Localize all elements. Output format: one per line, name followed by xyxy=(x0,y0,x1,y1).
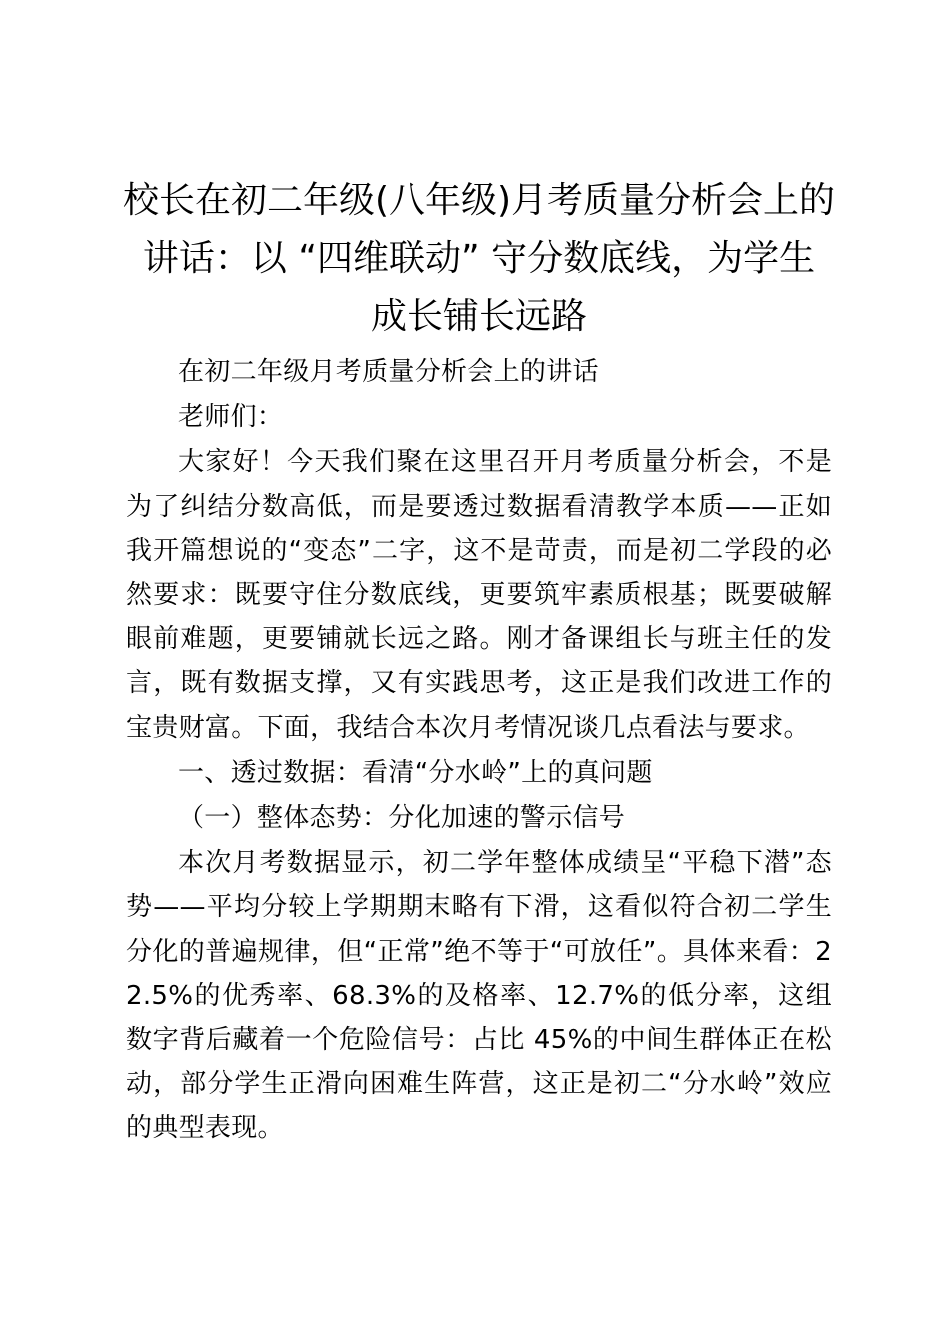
document-title xyxy=(120,172,838,346)
title-line-1: 校长在初二年级(八年级)月考质量分析会上的 xyxy=(122,180,836,221)
intro-paragraph: 大家好！今天我们聚在这里召开月考质量分析会，不是为了纠结分数高低，而是要透过数据看清教学本质——正如我开篇想说的“变态”二字，这不是苛责，而是初二学段的必然要求：既要守住分数底线，更要筑牢素质根基；既要破解眼前难题，更要铺就长远之路。刚才备课组长与班主任的发言，既有数据支撑，又有实践思考，这正是我们改进工作的宝贵财富。下面，我结合本次月考情况谈几点看法与要求。 xyxy=(126,447,832,743)
document-page xyxy=(122,172,836,1151)
salutation: 老师们： xyxy=(178,402,284,433)
title-line-3: 成长铺长远路 xyxy=(370,296,587,337)
speech-subtitle: 在初二年级月考质量分析会上的讲话 xyxy=(178,357,599,387)
subsection-heading-1: （一）整体态势：分化加速的警示信号 xyxy=(178,803,626,834)
section-heading-1: 一、透过数据：看清“分水岭”上的真问题 xyxy=(178,757,653,788)
title-line-2: 讲话：以 “四维联动” 守分数底线，为学生 xyxy=(142,238,816,279)
body-paragraph: 本次月考数据显示，初二学年整体成绩呈“平稳下潜”态势——平均分较上学期期末略有下滑，这看似符合初二学生分化的普遍规律，但“正常”绝不等于“可放任”。具体来看：22.5%的优秀率、68.3%的及格率、12.7%的低分率，这组数字背后藏着一个危险信号：占比 45%的中间生群体正在松动，部分学生正滑向困难生阵营，这正是初二“分水岭”效应的典型表现。 xyxy=(126,848,832,1144)
